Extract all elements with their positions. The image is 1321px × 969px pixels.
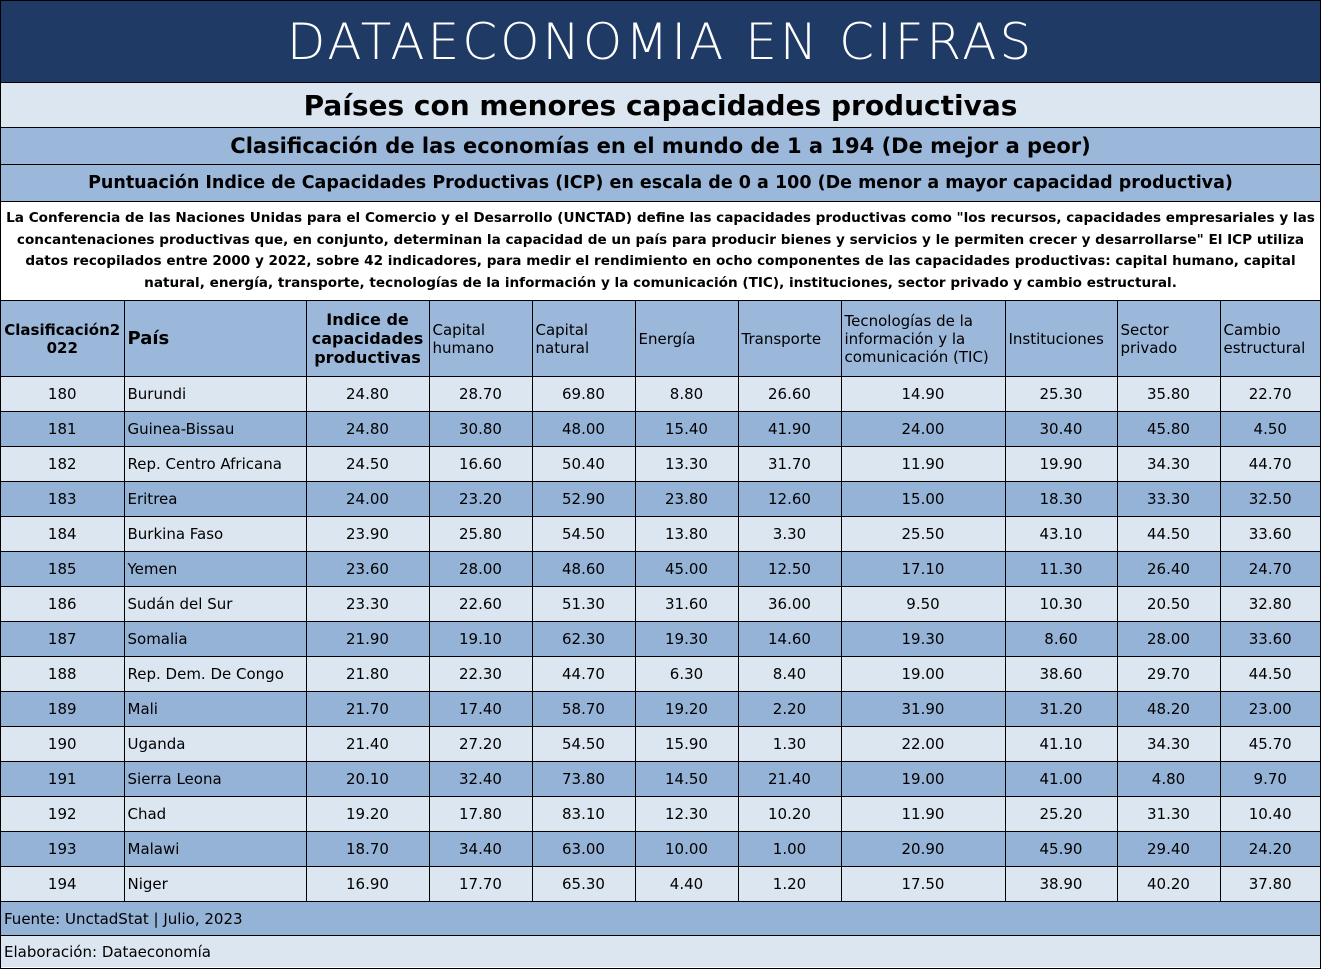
rank-cell: 180 — [1, 377, 124, 412]
capital-natural-cell: 73.80 — [532, 762, 635, 797]
capital-humano-cell: 22.60 — [429, 587, 532, 622]
sector-privado-cell: 34.30 — [1117, 447, 1220, 482]
cambio-estructural-cell: 45.70 — [1220, 727, 1320, 762]
score-subtitle: Puntuación Indice de Capacidades Productivas (ICP) en escala de 0 a 100 (De menor a mayor capacidad productiva) — [1, 165, 1320, 202]
icp-cell: 18.70 — [306, 832, 429, 867]
rank-cell: 193 — [1, 832, 124, 867]
tic-cell: 31.90 — [841, 692, 1005, 727]
capital-humano-cell: 32.40 — [429, 762, 532, 797]
table-row — [1, 447, 1320, 482]
energia-cell: 12.30 — [635, 797, 738, 832]
country-cell: Sudán del Sur — [124, 587, 306, 622]
icp-cell: 24.80 — [306, 412, 429, 447]
tic-cell: 17.10 — [841, 552, 1005, 587]
header-energia: Energía — [635, 301, 738, 377]
table-row — [1, 377, 1320, 412]
capital-humano-cell: 28.00 — [429, 552, 532, 587]
tic-cell: 24.00 — [841, 412, 1005, 447]
table-row — [1, 797, 1320, 832]
rank-cell: 192 — [1, 797, 124, 832]
country-cell: Burkina Faso — [124, 517, 306, 552]
capital-humano-cell: 17.40 — [429, 692, 532, 727]
cambio-estructural-cell: 22.70 — [1220, 377, 1320, 412]
page-title: Países con menores capacidades productivas — [1, 83, 1320, 128]
energia-cell: 31.60 — [635, 587, 738, 622]
instituciones-cell: 11.30 — [1005, 552, 1117, 587]
tic-cell: 20.90 — [841, 832, 1005, 867]
tic-cell: 22.00 — [841, 727, 1005, 762]
icp-cell: 23.30 — [306, 587, 429, 622]
table-row — [1, 622, 1320, 657]
transporte-cell: 2.20 — [738, 692, 841, 727]
transporte-cell: 36.00 — [738, 587, 841, 622]
country-cell: Rep. Centro Africana — [124, 447, 306, 482]
transporte-cell: 26.60 — [738, 377, 841, 412]
icp-cell: 20.10 — [306, 762, 429, 797]
country-cell: Chad — [124, 797, 306, 832]
cambio-estructural-cell: 32.80 — [1220, 587, 1320, 622]
transporte-cell: 1.20 — [738, 867, 841, 902]
sector-privado-cell: 31.30 — [1117, 797, 1220, 832]
header-instituciones: Instituciones — [1005, 301, 1117, 377]
sector-privado-cell: 26.40 — [1117, 552, 1220, 587]
tic-cell: 19.00 — [841, 762, 1005, 797]
header-tic: Tecnologías de la información y la comunicación (TIC) — [841, 301, 1005, 377]
energia-cell: 19.30 — [635, 622, 738, 657]
capital-natural-cell: 54.50 — [532, 727, 635, 762]
cambio-estructural-cell: 33.60 — [1220, 517, 1320, 552]
icp-cell: 24.00 — [306, 482, 429, 517]
capital-humano-cell: 30.80 — [429, 412, 532, 447]
icp-cell: 21.70 — [306, 692, 429, 727]
icp-cell: 23.90 — [306, 517, 429, 552]
rank-cell: 189 — [1, 692, 124, 727]
capital-humano-cell: 25.80 — [429, 517, 532, 552]
instituciones-cell: 31.20 — [1005, 692, 1117, 727]
rank-cell: 182 — [1, 447, 124, 482]
transporte-cell: 12.50 — [738, 552, 841, 587]
energia-cell: 4.40 — [635, 867, 738, 902]
table-row — [1, 692, 1320, 727]
energia-cell: 10.00 — [635, 832, 738, 867]
cambio-estructural-cell: 44.70 — [1220, 447, 1320, 482]
rank-cell: 184 — [1, 517, 124, 552]
country-cell: Guinea-Bissau — [124, 412, 306, 447]
instituciones-cell: 10.30 — [1005, 587, 1117, 622]
energia-cell: 14.50 — [635, 762, 738, 797]
instituciones-cell: 18.30 — [1005, 482, 1117, 517]
tic-cell: 11.90 — [841, 447, 1005, 482]
cambio-estructural-cell: 23.00 — [1220, 692, 1320, 727]
icp-cell: 24.50 — [306, 447, 429, 482]
transporte-cell: 8.40 — [738, 657, 841, 692]
transporte-cell: 1.00 — [738, 832, 841, 867]
energia-cell: 45.00 — [635, 552, 738, 587]
country-cell: Rep. Dem. De Congo — [124, 657, 306, 692]
capital-natural-cell: 58.70 — [532, 692, 635, 727]
capital-humano-cell: 34.40 — [429, 832, 532, 867]
sector-privado-cell: 44.50 — [1117, 517, 1220, 552]
banner-title: DATAECONOMIA EN CIFRAS — [1, 1, 1320, 83]
capital-natural-cell: 65.30 — [532, 867, 635, 902]
instituciones-cell: 43.10 — [1005, 517, 1117, 552]
header-capital-natural: Capital natural — [532, 301, 635, 377]
cambio-estructural-cell: 24.20 — [1220, 832, 1320, 867]
capital-humano-cell: 16.60 — [429, 447, 532, 482]
sector-privado-cell: 33.30 — [1117, 482, 1220, 517]
energia-cell: 8.80 — [635, 377, 738, 412]
table-header-row — [1, 301, 1320, 377]
header-icp: Indice de capacidades productivas — [306, 301, 429, 377]
tic-cell: 9.50 — [841, 587, 1005, 622]
energia-cell: 13.30 — [635, 447, 738, 482]
icp-cell: 24.80 — [306, 377, 429, 412]
country-cell: Eritrea — [124, 482, 306, 517]
transporte-cell: 21.40 — [738, 762, 841, 797]
table-row — [1, 832, 1320, 867]
cambio-estructural-cell: 24.70 — [1220, 552, 1320, 587]
table-row — [1, 587, 1320, 622]
country-cell: Somalia — [124, 622, 306, 657]
table-row — [1, 517, 1320, 552]
capital-natural-cell: 48.60 — [532, 552, 635, 587]
icp-cell: 21.90 — [306, 622, 429, 657]
tic-cell: 11.90 — [841, 797, 1005, 832]
sector-privado-cell: 45.80 — [1117, 412, 1220, 447]
rank-cell: 185 — [1, 552, 124, 587]
transporte-cell: 10.20 — [738, 797, 841, 832]
instituciones-cell: 25.20 — [1005, 797, 1117, 832]
transporte-cell: 1.30 — [738, 727, 841, 762]
rank-cell: 194 — [1, 867, 124, 902]
energia-cell: 23.80 — [635, 482, 738, 517]
transporte-cell: 41.90 — [738, 412, 841, 447]
cambio-estructural-cell: 9.70 — [1220, 762, 1320, 797]
cambio-estructural-cell: 37.80 — [1220, 867, 1320, 902]
energia-cell: 15.40 — [635, 412, 738, 447]
icp-cell: 21.40 — [306, 727, 429, 762]
instituciones-cell: 41.10 — [1005, 727, 1117, 762]
sector-privado-cell: 28.00 — [1117, 622, 1220, 657]
capital-natural-cell: 51.30 — [532, 587, 635, 622]
rank-cell: 183 — [1, 482, 124, 517]
cambio-estructural-cell: 4.50 — [1220, 412, 1320, 447]
rank-cell: 187 — [1, 622, 124, 657]
country-cell: Uganda — [124, 727, 306, 762]
table-row — [1, 762, 1320, 797]
sector-privado-cell: 29.70 — [1117, 657, 1220, 692]
sector-privado-cell: 48.20 — [1117, 692, 1220, 727]
instituciones-cell: 45.90 — [1005, 832, 1117, 867]
credit-note: Elaboración: Dataeconomía — [1, 936, 1320, 967]
country-cell: Mali — [124, 692, 306, 727]
sector-privado-cell: 34.30 — [1117, 727, 1220, 762]
table-row — [1, 482, 1320, 517]
cambio-estructural-cell: 32.50 — [1220, 482, 1320, 517]
rank-cell: 190 — [1, 727, 124, 762]
table-row — [1, 657, 1320, 692]
instituciones-cell: 38.60 — [1005, 657, 1117, 692]
tic-cell: 19.30 — [841, 622, 1005, 657]
energia-cell: 15.90 — [635, 727, 738, 762]
header-clasificacion: Clasificación2022 — [1, 301, 124, 377]
source-note: Fuente: UnctadStat | Julio, 2023 — [1, 902, 1320, 936]
transporte-cell: 3.30 — [738, 517, 841, 552]
table-row — [1, 727, 1320, 762]
instituciones-cell: 30.40 — [1005, 412, 1117, 447]
capital-natural-cell: 63.00 — [532, 832, 635, 867]
capital-humano-cell: 17.70 — [429, 867, 532, 902]
sector-privado-cell: 20.50 — [1117, 587, 1220, 622]
capital-humano-cell: 17.80 — [429, 797, 532, 832]
capital-natural-cell: 62.30 — [532, 622, 635, 657]
header-cambio-estructural: Cambio estructural — [1220, 301, 1320, 377]
header-transporte: Transporte — [738, 301, 841, 377]
capital-natural-cell: 54.50 — [532, 517, 635, 552]
tic-cell: 25.50 — [841, 517, 1005, 552]
header-sector-privado: Sector privado — [1117, 301, 1220, 377]
capital-natural-cell: 69.80 — [532, 377, 635, 412]
rank-cell: 186 — [1, 587, 124, 622]
icp-cell: 23.60 — [306, 552, 429, 587]
capital-natural-cell: 48.00 — [532, 412, 635, 447]
capital-humano-cell: 22.30 — [429, 657, 532, 692]
capital-humano-cell: 19.10 — [429, 622, 532, 657]
capital-humano-cell: 27.20 — [429, 727, 532, 762]
capital-natural-cell: 83.10 — [532, 797, 635, 832]
instituciones-cell: 8.60 — [1005, 622, 1117, 657]
transporte-cell: 14.60 — [738, 622, 841, 657]
country-cell: Burundi — [124, 377, 306, 412]
icp-cell: 16.90 — [306, 867, 429, 902]
table-row — [1, 552, 1320, 587]
sector-privado-cell: 35.80 — [1117, 377, 1220, 412]
capital-natural-cell: 50.40 — [532, 447, 635, 482]
sector-privado-cell: 4.80 — [1117, 762, 1220, 797]
icp-cell: 21.80 — [306, 657, 429, 692]
cambio-estructural-cell: 10.40 — [1220, 797, 1320, 832]
table-row — [1, 867, 1320, 902]
sector-privado-cell: 29.40 — [1117, 832, 1220, 867]
transporte-cell: 12.60 — [738, 482, 841, 517]
cambio-estructural-cell: 44.50 — [1220, 657, 1320, 692]
description-text: La Conferencia de las Naciones Unidas para el Comercio y el Desarrollo (UNCTAD) define las capacidades productivas como "los recursos, capacidades empresariales y las concantenaciones productivas que, en conjunto, determinan la capacidad de un país para producir bienes y servicios y le permiten crecer y desarrollarse" El ICP utiliza datos recopilados entre 2000 y 2022, sobre 42 indicadores, para medir el rendimiento en ocho componentes de las capacidades productivas: capital humano, capital natural, energía, transporte, tecnologías de la información y la comunicación (TIC), instituciones, sector privado y cambio estructural. — [1, 202, 1320, 301]
table-row — [1, 412, 1320, 447]
instituciones-cell: 41.00 — [1005, 762, 1117, 797]
tic-cell: 17.50 — [841, 867, 1005, 902]
capital-natural-cell: 52.90 — [532, 482, 635, 517]
instituciones-cell: 19.90 — [1005, 447, 1117, 482]
cambio-estructural-cell: 33.60 — [1220, 622, 1320, 657]
tic-cell: 14.90 — [841, 377, 1005, 412]
header-pais: País — [124, 301, 306, 377]
capital-humano-cell: 23.20 — [429, 482, 532, 517]
ranking-subtitle: Clasificación de las economías en el mundo de 1 a 194 (De mejor a peor) — [1, 128, 1320, 165]
rank-cell: 181 — [1, 412, 124, 447]
transporte-cell: 31.70 — [738, 447, 841, 482]
sector-privado-cell: 40.20 — [1117, 867, 1220, 902]
energia-cell: 19.20 — [635, 692, 738, 727]
country-cell: Sierra Leona — [124, 762, 306, 797]
tic-cell: 15.00 — [841, 482, 1005, 517]
icp-cell: 19.20 — [306, 797, 429, 832]
data-table — [1, 301, 1320, 902]
rank-cell: 191 — [1, 762, 124, 797]
energia-cell: 13.80 — [635, 517, 738, 552]
country-cell: Malawi — [124, 832, 306, 867]
rank-cell: 188 — [1, 657, 124, 692]
tic-cell: 19.00 — [841, 657, 1005, 692]
capital-natural-cell: 44.70 — [532, 657, 635, 692]
capital-humano-cell: 28.70 — [429, 377, 532, 412]
country-cell: Niger — [124, 867, 306, 902]
energia-cell: 6.30 — [635, 657, 738, 692]
header-capital-humano: Capital humano — [429, 301, 532, 377]
country-cell: Yemen — [124, 552, 306, 587]
instituciones-cell: 38.90 — [1005, 867, 1117, 902]
instituciones-cell: 25.30 — [1005, 377, 1117, 412]
